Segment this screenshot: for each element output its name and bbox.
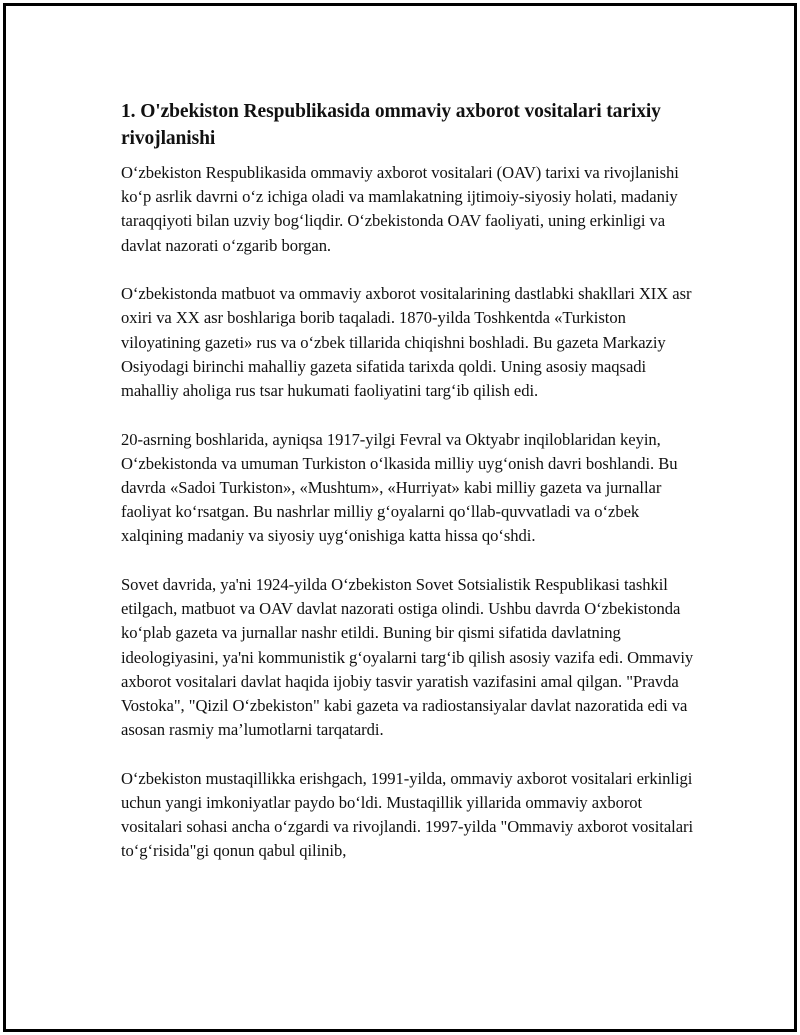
paragraph-soviet-period: Sovet davrida, ya'ni 1924-yilda O‘zbekiston Sovet Sotsialistik Respublikasi tashkil etilgach, matbuot va OAV davlat nazorati ostiga olindi. Ushbu davrda O‘zbekistonda ko‘plab gazeta va jurnallar nashr etildi. Buning bir qismi sifatida davlatning ideologiyasini, ya'ni kommunistik g‘oyalarni targ‘ib qilish asosiy vazifa edi. Ommaviy axborot vositalari davlat haqida ijobiy tasvir yaratish vazifasini amal qilgan. "Pravda Vostoka", "Qizil O‘zbekiston" kabi gazeta va radiostansiyalar davlat nazoratida edi va asosan rasmiy ma’lumotlarni tarqatardi. [121, 575, 694, 740]
paragraph-early-press: O‘zbekistonda matbuot va ommaviy axborot vositalarining dastlabki shakllari XIX asr oxiri va XX asr boshlariga borib taqaladi. 1870-yilda Toshkentda «Turkiston viloyatining gazeti» rus va o‘zbek tillarida chiqishni boshladi. Bu gazeta Markaziy Osiyodagi birinchi mahalliy gazeta sifatida tarixda qoldi. Uning asosiy maqsadi mahalliy aholiga rus tsar hukumati faoliyatini targ‘ib qilish edi. [121, 284, 692, 401]
page-frame [3, 3, 797, 1032]
paragraph-independence: O‘zbekiston mustaqillikka erishgach, 1991-yilda, ommaviy axborot vositalari erkinligi uchun yangi imkoniyatlar paydo bo‘ldi. Mustaqillik yillarida ommaviy axborot vositalari sohasi ancha o‘zgardi va rivojlandi. 1997-yilda "Ommaviy axborot vositalari to‘g‘risida"gi qonun qabul qilinib, [121, 768, 694, 861]
paragraph-national-awakening: 20-asrning boshlarida, ayniqsa 1917-yilgi Fevral va Oktyabr inqiloblaridan keyin, O‘zbekistonda va umuman Turkiston o‘lkasida milliy uyg‘onish davri boshlandi. Bu davrda «Sadoi Turkiston», «Mushtum», «Hurriyat» kabi milliy gazeta va jurnallar faoliyat ko‘rsatgan. Bu nashrlar milliy g‘oyalarni qo‘llab-quvvatladi va o‘zbek xalqining madaniy va siyosiy uyg‘onishiga katta hissa qo‘shdi. [121, 429, 678, 546]
paragraph-intro: O‘zbekiston Respublikasida ommaviy axborot vositalari (OAV) tarixi va rivojlanishi ko‘p asrlik davrni o‘z ichiga oladi va mamlakatning ijtimoiy-siyosiy holati, madaniy taraqqiyoti bilan uzviy bog‘liqdir. O‘zbekistonda OAV faoliyati, uning erkinligi va davlat nazorati o‘zgarib borgan. [121, 163, 679, 255]
section-heading: 1. O'zbekiston Respublikasida ommaviy axborot vositalari tarixiy rivojlanishi [121, 101, 661, 149]
document-body [121, 98, 701, 888]
